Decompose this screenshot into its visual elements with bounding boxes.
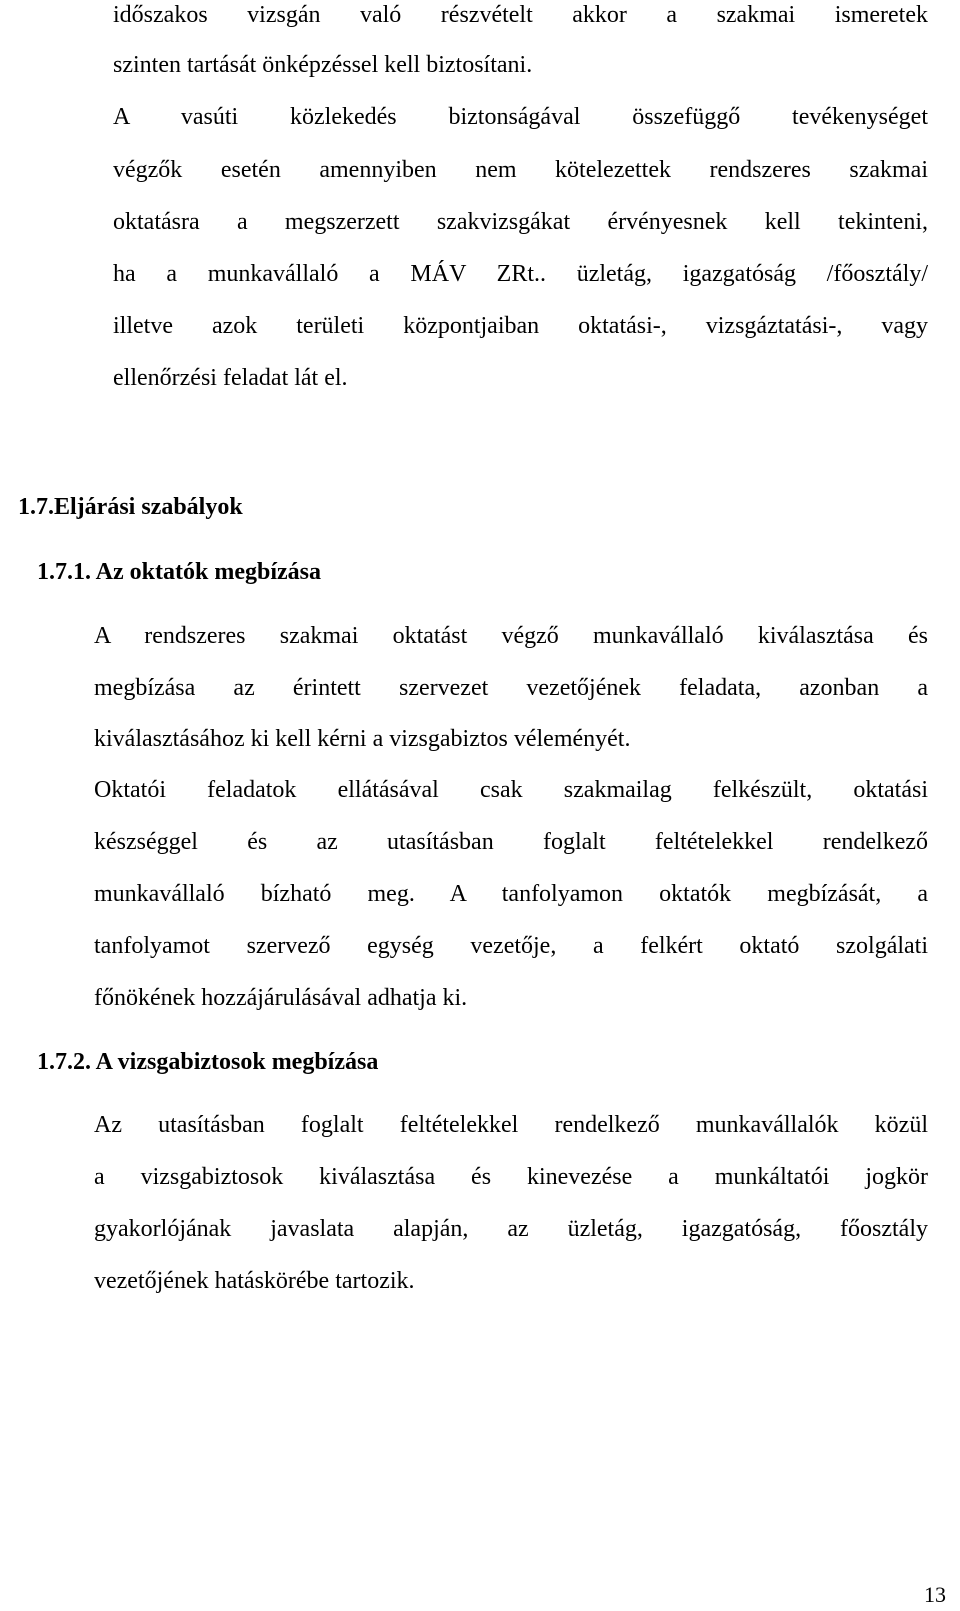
text-line: A rendszeres szakmai oktatást végző munkavállaló kiválasztása és [94, 623, 928, 649]
text-line: a vizsgabiztosok kiválasztása és kinevezése a munkáltatói jogkör [94, 1164, 928, 1190]
text-line: A vasúti közlekedés biztonságával összefüggő tevékenységet [113, 104, 928, 130]
page-number: 13 [924, 1582, 946, 1607]
subsection-heading: 1.7.1. Az oktatók megbízása [37, 559, 321, 585]
text-line: Oktatói feladatok ellátásával csak szakmailag felkészült, oktatási [94, 777, 928, 803]
text-line: Az utasításban foglalt feltételekkel rendelkező munkavállalók közül [94, 1112, 928, 1138]
text-line: megbízása az érintett szervezet vezetőjének feladata, azonban a [94, 675, 928, 701]
text-line: időszakos vizsgán való részvételt akkor a szakmai ismeretek [113, 2, 928, 28]
text-line: vezetőjének hatáskörébe tartozik. [94, 1268, 415, 1294]
subsection-heading: 1.7.2. A vizsgabiztosok megbízása [37, 1049, 379, 1075]
text-line: oktatásra a megszerzett szakvizsgákat érvényesnek kell tekinteni, [113, 209, 928, 235]
text-line: végzők esetén amennyiben nem kötelezettek rendszeres szakmai [113, 157, 928, 183]
text-line: készséggel és az utasításban foglalt feltételekkel rendelkező [94, 829, 928, 855]
section-title: Eljárási szabályok [54, 494, 243, 520]
text-line: kiválasztásához ki kell kérni a vizsgabiztos véleményét. [94, 726, 631, 752]
text-line: ellenőrzési feladat lát el. [113, 365, 348, 391]
text-line: tanfolyamot szervező egység vezetője, a felkért oktató szolgálati [94, 933, 928, 959]
text-line: munkavállaló bízható meg. A tanfolyamon oktatók megbízását, a [94, 881, 928, 907]
section-heading [18, 492, 243, 522]
text-line: ha a munkavállaló a MÁV ZRt.. üzletág, igazgatóság /főosztály/ [113, 261, 928, 287]
text-line: gyakorlójának javaslata alapján, az üzletág, igazgatóság, főosztály [94, 1216, 928, 1242]
text-line: szinten tartását önképzéssel kell biztosítani. [113, 52, 533, 78]
text-line: főnökének hozzájárulásával adhatja ki. [94, 985, 468, 1011]
section-number: 1.7. [18, 494, 54, 520]
text-line: illetve azok területi központjaiban oktatási-, vizsgáztatási-, vagy [113, 313, 928, 339]
